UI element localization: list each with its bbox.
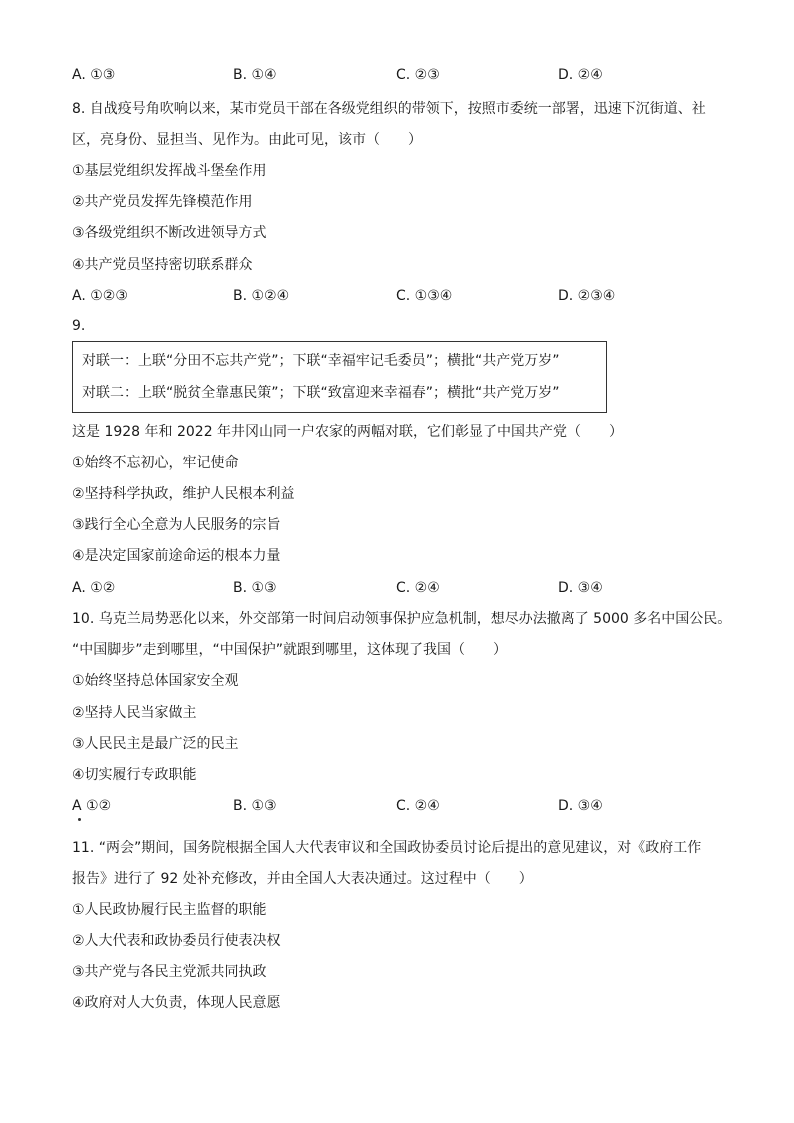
q10-item-3: ③人民民主是最广泛的民主 bbox=[72, 736, 239, 752]
q11-stem-line1: 11. “两会”期间，国务院根据全国人大代表审议和全国政协委员讨论后提出的意见建议，对《政府工作 bbox=[72, 840, 702, 856]
q8-stem-line1: 8. 自战疫号角吹响以来，某市党员干部在各级党组织的带领下，按照市委统一部署，迅速下沉街道、社 bbox=[72, 101, 706, 117]
q8-item-4: ④共产党员坚持密切联系群众 bbox=[72, 257, 253, 273]
q8-options bbox=[72, 286, 632, 306]
q9-couplet-1: 对联一：上联“分田不忘共产党”；下联“幸福牢记毛委员”；横批“共产党万岁” bbox=[82, 353, 560, 369]
q8-option-d[interactable]: D. ②③④ bbox=[558, 288, 616, 304]
q7-option-c[interactable]: C. ②③ bbox=[396, 67, 440, 83]
q10-option-a[interactable]: A ①② bbox=[72, 798, 112, 814]
q9-item-4: ④是决定国家前途命运的根本力量 bbox=[72, 548, 281, 564]
q10-item-4: ④切实履行专政职能 bbox=[72, 767, 197, 783]
q9-stem: 这是 1928 年和 2022 年井冈山同一户农家的两幅对联，它们彰显了中国共产党（ ） bbox=[72, 424, 624, 440]
q8-item-2: ②共产党员发挥先锋模范作用 bbox=[72, 194, 253, 210]
q9-option-d[interactable]: D. ③④ bbox=[558, 580, 603, 596]
q8-item-3: ③各级党组织不断改进领导方式 bbox=[72, 225, 267, 241]
q9-couplet-2: 对联二：上联“脱贫全靠惠民策”；下联“致富迎来幸福春”；横批“共产党万岁” bbox=[82, 385, 560, 401]
q10-item-2: ②坚持人民当家做主 bbox=[72, 705, 197, 721]
q10-option-c[interactable]: C. ②④ bbox=[396, 798, 440, 814]
q8-option-b[interactable]: B. ①②④ bbox=[233, 288, 290, 304]
q9-item-3: ③践行全心全意为人民服务的宗旨 bbox=[72, 517, 281, 533]
q10-stem-line2: “中国脚步”走到哪里，“中国保护”就跟到哪里，这体现了我国（ ） bbox=[72, 642, 508, 658]
q9-option-b[interactable]: B. ①③ bbox=[233, 580, 277, 596]
q8-item-1: ①基层党组织发挥战斗堡垒作用 bbox=[72, 163, 267, 179]
q9-options bbox=[72, 578, 632, 598]
q11-item-3: ③共产党与各民主党派共同执政 bbox=[72, 964, 267, 980]
q9-couplet-box bbox=[72, 341, 607, 413]
q7-options bbox=[72, 65, 632, 85]
q10-item-1: ①始终坚持总体国家安全观 bbox=[72, 673, 239, 689]
q7-option-a[interactable]: A. ①③ bbox=[72, 67, 116, 83]
q10-stem-line1: 10. 乌克兰局势恶化以来，外交部第一时间启动领事保护应急机制，想尽办法撤离了 5000 多名中国公民。 bbox=[72, 611, 732, 627]
q10-option-d[interactable]: D. ③④ bbox=[558, 798, 603, 814]
q11-stem-line2: 报告》进行了 92 处补充修改，并由全国人大表决通过。这过程中（ ） bbox=[72, 871, 533, 887]
q9-option-a[interactable]: A. ①② bbox=[72, 580, 116, 596]
q8-option-a[interactable]: A. ①②③ bbox=[72, 288, 128, 304]
q9-item-2: ②坚持科学执政，维护人民根本利益 bbox=[72, 486, 295, 502]
q8-stem-line2: 区，亮身份、显担当、见作为。由此可见，该市（ ） bbox=[72, 132, 422, 148]
q11-item-4: ④政府对人大负责，体现人民意愿 bbox=[72, 995, 281, 1011]
q9-number: 9. bbox=[72, 318, 86, 334]
q7-option-d[interactable]: D. ②④ bbox=[558, 67, 603, 83]
q11-item-2: ②人大代表和政协委员行使表决权 bbox=[72, 933, 281, 949]
q10-options bbox=[72, 796, 632, 816]
q11-item-1: ①人民政协履行民主监督的职能 bbox=[72, 902, 267, 918]
q9-option-c[interactable]: C. ②④ bbox=[396, 580, 440, 596]
q9-item-1: ①始终不忘初心，牢记使命 bbox=[72, 455, 239, 471]
q10-option-b[interactable]: B. ①③ bbox=[233, 798, 277, 814]
stray-dot bbox=[78, 818, 81, 821]
q8-option-c[interactable]: C. ①③④ bbox=[396, 288, 453, 304]
q7-option-b[interactable]: B. ①④ bbox=[233, 67, 277, 83]
